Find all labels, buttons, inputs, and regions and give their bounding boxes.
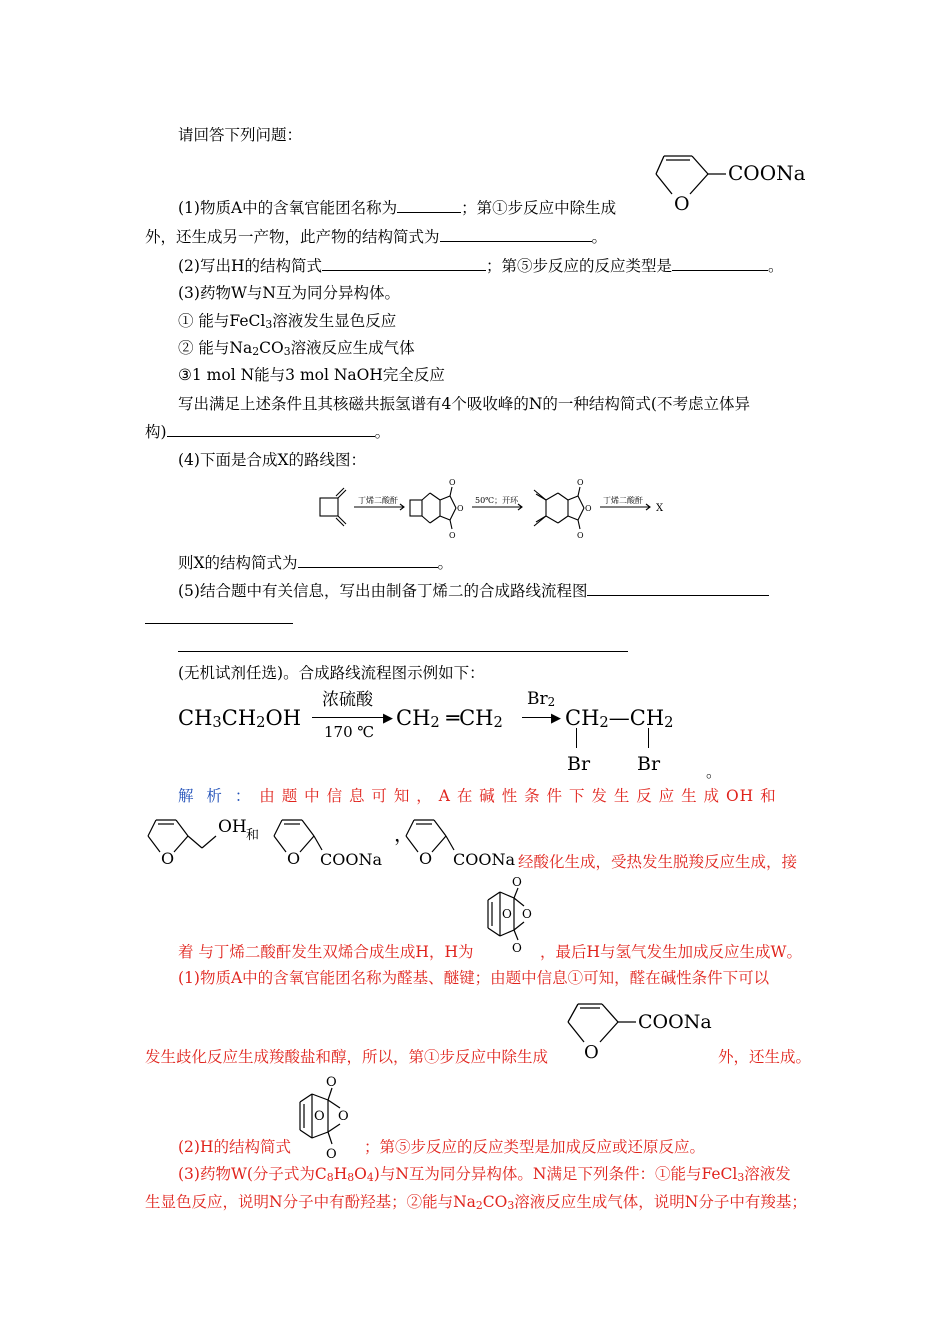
svg-text:COONa: COONa <box>320 850 383 869</box>
svg-text:O: O <box>512 941 522 955</box>
analysis-and-word: 和 <box>246 828 260 843</box>
q5-answer-blank1[interactable] <box>587 581 769 596</box>
svg-text:O: O <box>577 478 584 487</box>
q3-answer-blank[interactable] <box>167 422 375 437</box>
furan-carboxylate-structure <box>652 146 812 216</box>
route-product-x: X <box>656 503 664 514</box>
svg-text:O: O <box>338 1109 349 1124</box>
svg-text:O: O <box>326 1147 337 1160</box>
svg-text:O: O <box>585 504 592 513</box>
q3-condition-1: ① 能与FeCl$_3$溶液发生显色反应 <box>178 312 397 331</box>
analysis-p3-line1: (3)药物W(分子式为$C_8H_8O_4$)与N互为同分异构体。N满足下列条件：①能与FeCl$_3$溶液发 <box>178 1165 791 1184</box>
svg-text:O: O <box>161 849 175 868</box>
prompt-text: 请回答下列问题： <box>178 126 303 144</box>
svg-text:COONa: COONa <box>638 1011 712 1033</box>
analysis-p1-line2-end: 外，还生成。 <box>718 1048 812 1066</box>
q3-condition-3: ③1 mol N能与3 mol NaOH完全反应 <box>178 366 445 384</box>
x-synthesis-route-diagram <box>312 476 672 542</box>
analysis-p2-a: (2)H的结构简式 <box>178 1138 291 1156</box>
q2-line <box>178 256 784 276</box>
q4-intro: (4)下面是合成X的路线图： <box>178 451 366 469</box>
example-arrow1 <box>312 717 390 718</box>
analysis-p3-line2: 生显色反应，说明N分子中有酚羟基；②能与$Na_2CO_3$溶液反应生成气体，说明N分子中有羧基； <box>145 1193 807 1212</box>
analysis-furan-coona-1 <box>268 812 398 870</box>
q4-answer-blank[interactable] <box>298 553 438 568</box>
analysis-furan-coona-2 <box>400 812 522 870</box>
svg-text:O: O <box>326 1075 337 1090</box>
q4-answer-line: 则X的结构简式为 。 <box>178 554 454 572</box>
route-step1-label: 丁烯二酸酐 <box>358 496 398 505</box>
q1-text-d: 。 <box>591 228 608 246</box>
example-start-compound: $CH_3CH_2OH$ <box>178 706 302 731</box>
example-arrow1-head: ▶ <box>383 711 393 726</box>
q3-requirement: 写出满足上述条件且其核磁共振氢谱有4个吸收峰的N的一种结构简式(不考虑立体异 <box>178 395 750 413</box>
q1-text-c: 外，还生成另一产物，此产物的结构简式为 <box>145 228 440 246</box>
route-step3-label: 丁烯二酸酐 <box>603 496 643 505</box>
example-br2-reagent: $Br_2$ <box>527 689 556 709</box>
svg-text:COONa: COONa <box>453 850 516 869</box>
analysis-comma: ， <box>394 822 414 846</box>
q1-line1 <box>178 198 616 218</box>
svg-text:O: O <box>314 1109 325 1124</box>
q1-text-b: ；第①步反应中除生成 <box>461 199 617 217</box>
svg-text:O: O <box>449 531 456 540</box>
analysis-line2: 经酸化生成，受热发生脱羧反应生成，接 <box>518 853 798 871</box>
ring-oxygen-label: O <box>674 193 690 215</box>
example-reagent-top: 浓硫酸 <box>322 690 373 710</box>
example-dibromoethane: $CH_2—CH_2$ <box>565 706 674 731</box>
analysis-p2-b: ；第⑤步反应的反应类型是加成反应或还原反应。 <box>364 1138 706 1156</box>
example-arrow2-head: ▶ <box>551 711 561 726</box>
q2-text-a: (2)写出H的结构简式 <box>178 257 322 275</box>
q3-requirement-2: 构) 。 <box>145 423 391 441</box>
analysis-furan-coona-3 <box>564 996 724 1060</box>
example-bond-left <box>576 728 577 748</box>
svg-text:O: O <box>502 907 512 921</box>
q2-text-b: ；第⑤步反应的反应类型是 <box>485 257 672 275</box>
example-bond-right <box>648 728 649 748</box>
q3-intro: (3)药物W与N互为同分异构体。 <box>178 284 400 302</box>
svg-text:O: O <box>457 504 464 513</box>
svg-text:O: O <box>419 849 433 868</box>
q1-answer-blank1[interactable] <box>397 198 461 213</box>
q3-condition-2: ② 能与$Na_2CO_3$溶液反应生成气体 <box>178 339 415 358</box>
analysis-line3a: 着 与丁烯二酸酐发生双烯合成生成H，H为 <box>178 943 474 961</box>
example-end-mark: 。 <box>706 763 722 781</box>
q2-text-c: 。 <box>768 257 784 275</box>
q5-note: (无机试剂任选)。合成路线流程图示例如下： <box>178 664 485 682</box>
example-br-right: Br <box>637 753 661 775</box>
svg-text:O: O <box>584 1042 599 1060</box>
q5-answer-blank2[interactable] <box>145 623 293 624</box>
q5-line1: (5)结合题中有关信息，写出由制备丁烯二的合成路线流程图 <box>178 581 769 601</box>
svg-text:O: O <box>449 478 456 487</box>
example-ethylene: $CH_2$ $═CH_2$ <box>396 706 503 731</box>
q1-answer-blank2[interactable] <box>440 227 592 242</box>
q5-answer-blank3[interactable] <box>178 651 628 652</box>
analysis-h-structure <box>480 876 540 956</box>
q2-answer-blank2[interactable] <box>672 256 768 271</box>
example-br-left: Br <box>567 753 591 775</box>
analysis-label: 解 析 ： <box>178 787 255 805</box>
svg-text:O: O <box>577 531 584 540</box>
svg-text:OH: OH <box>218 817 247 837</box>
analysis-furfuryl-alcohol <box>142 812 250 868</box>
route-step2-label: 50℃；开环 <box>475 496 519 505</box>
q1-line2 <box>145 227 607 247</box>
q2-answer-blank1[interactable] <box>322 256 486 271</box>
svg-text:O: O <box>287 849 301 868</box>
analysis-line1: 解 析 ： 由 题 中 信 息 可 知 ， A 在 碱 性 条 件 下 发 生 反 应 生 成 OH 和 <box>178 787 777 805</box>
q1-text-a: (1)物质A中的含氧官能团名称为 <box>178 199 398 217</box>
coona-label: COONa <box>728 161 806 185</box>
svg-text:O: O <box>512 876 522 889</box>
analysis-p1-line2: 发生歧化反应生成羧酸盐和醇，所以，第①步反应中除生成 <box>145 1048 549 1066</box>
example-reagent-bottom: 170 ℃ <box>324 723 375 741</box>
analysis-h-structure-2 <box>290 1074 360 1160</box>
analysis-line3b: ，最后H与氢气发生加成反应生成W。 <box>540 943 802 961</box>
svg-text:O: O <box>522 907 532 921</box>
analysis-p1-line1: (1)物质A中的含氧官能团名称为醛基、醚键；由题中信息①可知，醛在碱性条件下可以 <box>178 969 770 987</box>
